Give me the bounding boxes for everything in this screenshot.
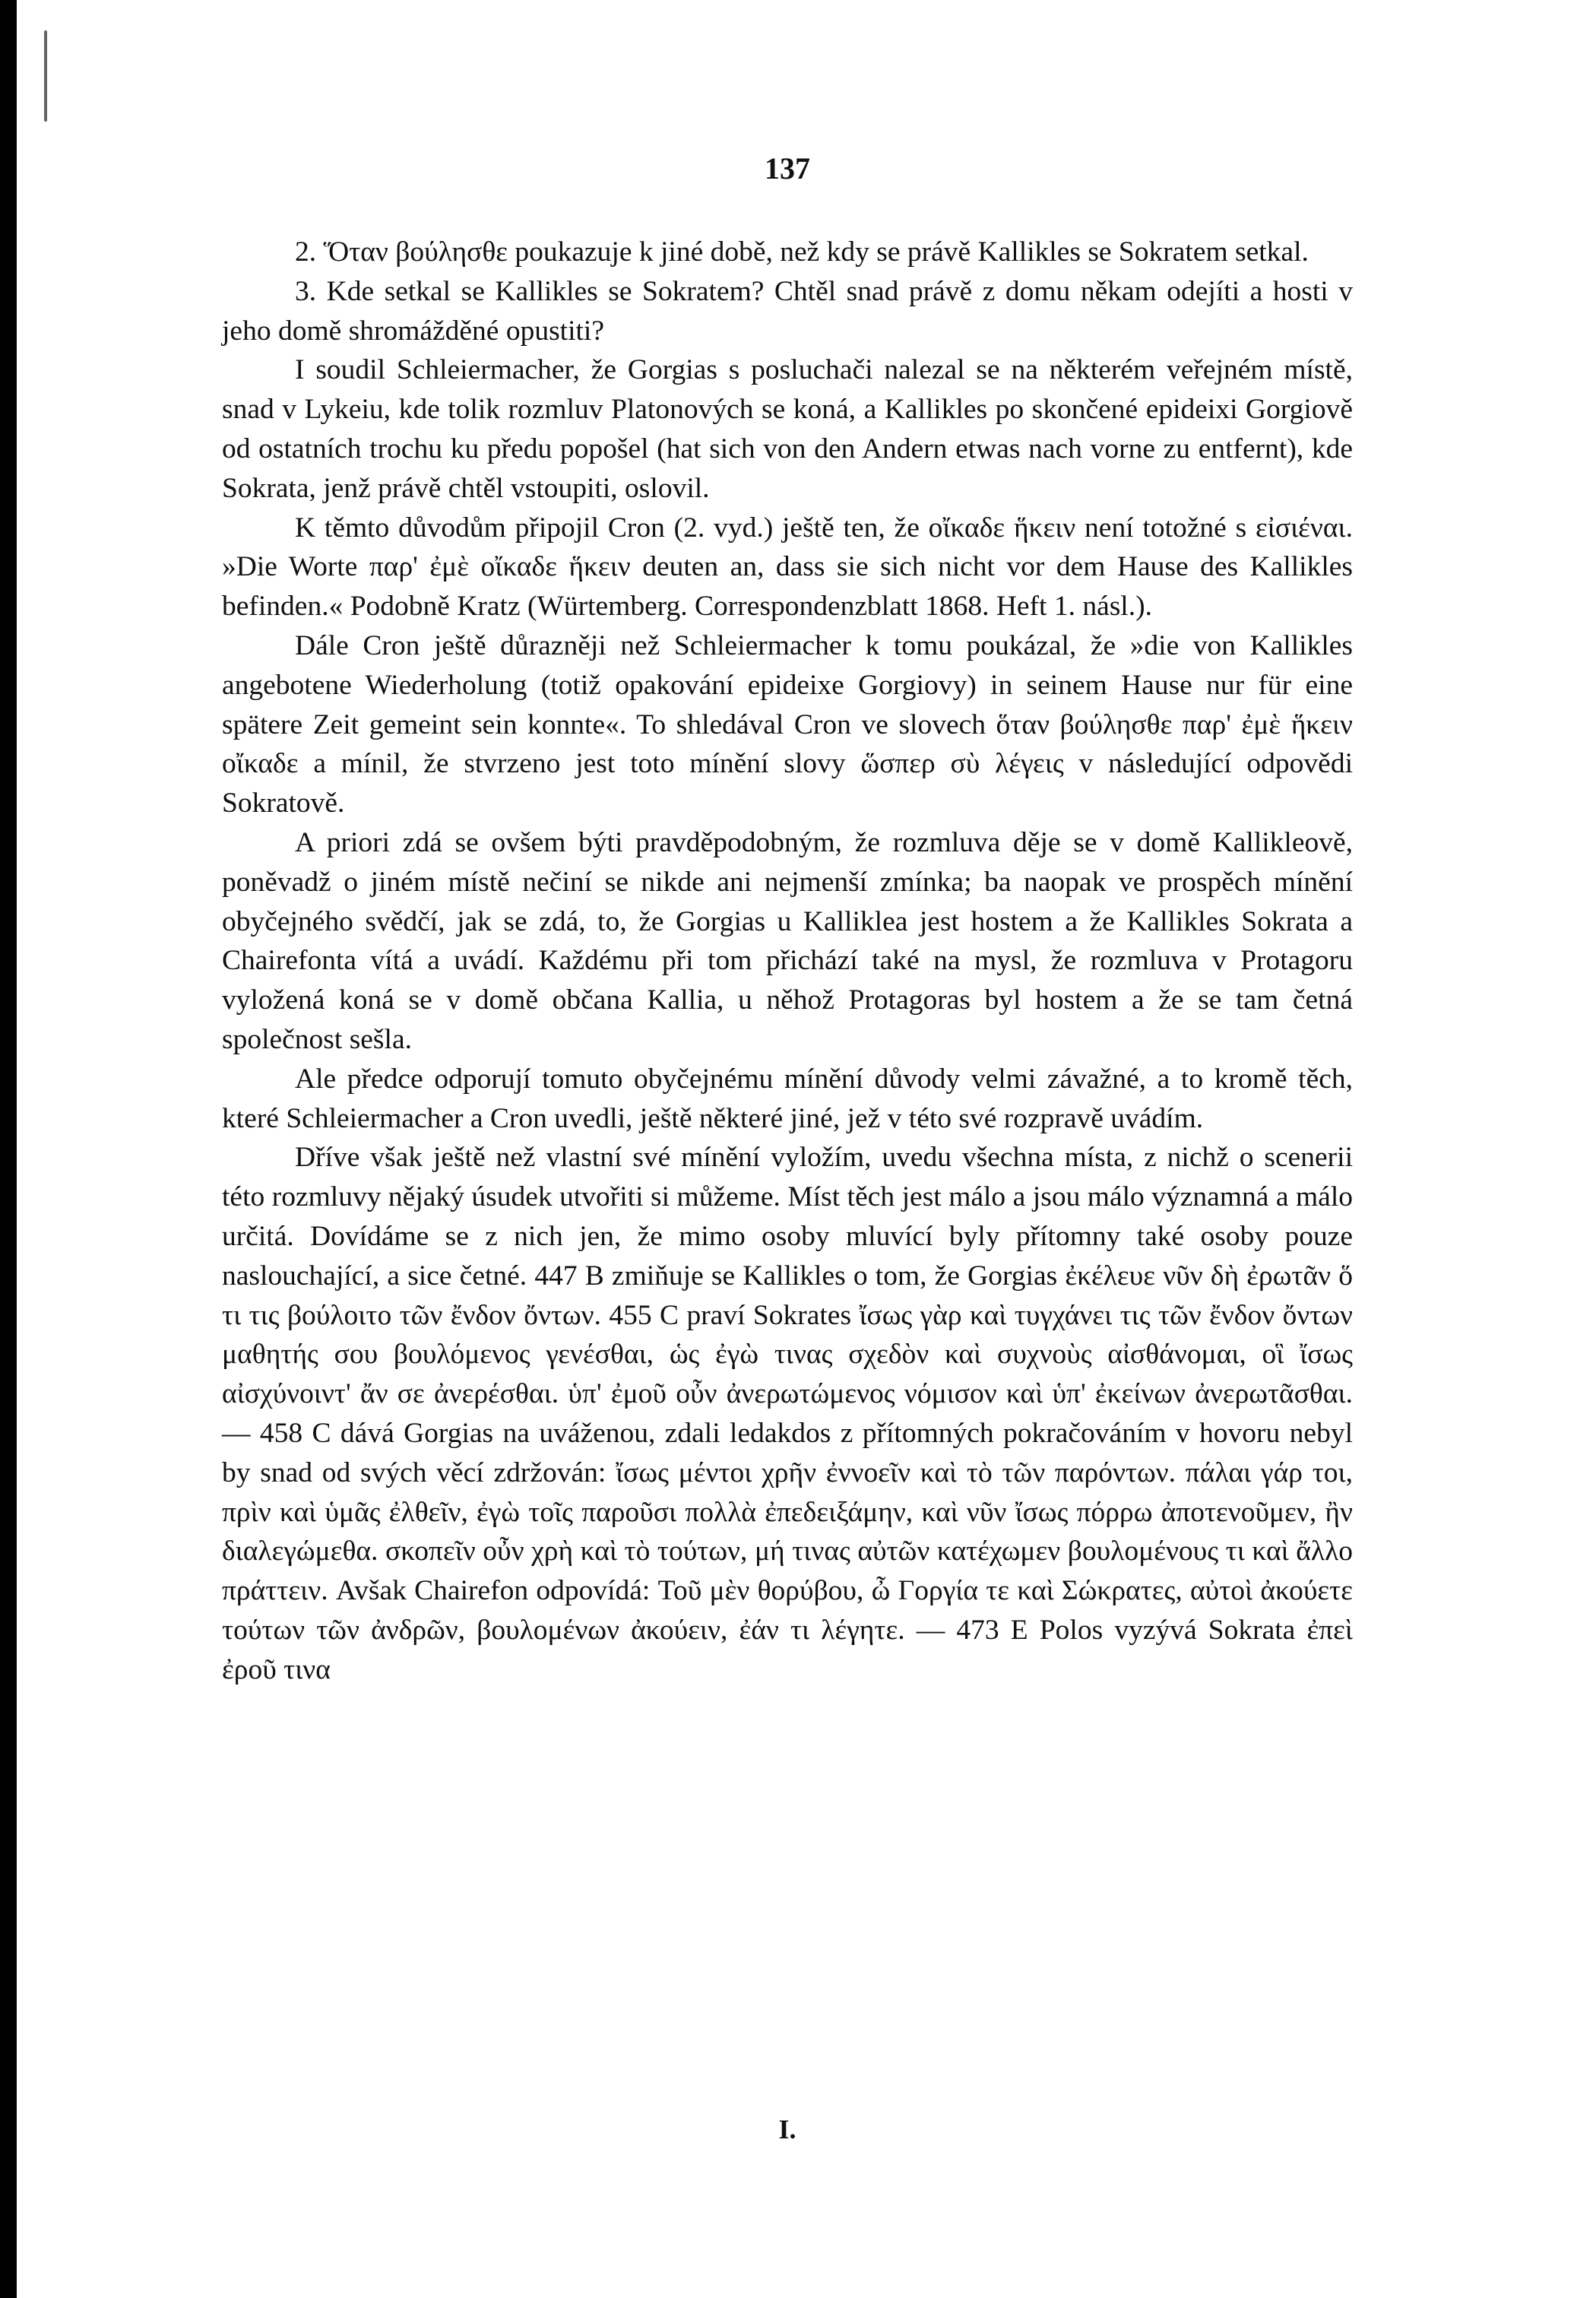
paragraph-3: I soudil Schleiermacher, že Gorgias s posluchači nalezal se na některém veřejném místě, snad v Lykeiu, kde tolik rozmluv Platonových se koná, a Kallikles po skončené epideixi Gorgiově od ostatních trochu ku předu popošel (hat sich von den Andern etwas nach vorne zu entfernt), kde Sokrata, jenž právě chtěl vstoupiti, oslovil. [222, 354, 1353, 504]
paragraph-2: 3. Kde setkal se Kallikles se Sokratem? Chtěl snad právě z domu někam odejíti a hosti v jeho domě shromážděné opustiti? [222, 275, 1353, 347]
signature-mark: I. [778, 2114, 796, 2144]
body-text [222, 233, 1353, 1689]
paragraph-5: Dále Cron ještě důrazněji než Schleiermacher k tomu poukázal, že »die von Kallikles angebotene Wiederholung (totiž opakování epideixe Gorgiovy) in seinem Hause nur für eine spätere Zeit gemeint sein konnte«. To shledával Cron ve slovech ὅταν βούλησθε παρ' ἐμὲ ἥκειν οἴκαδε a mínil, že stvrzeno jest toto mínění slovy ὥσπερ σὺ λέγεις v následující odpovědi Sokratově. [222, 629, 1353, 819]
paragraph-1: 2. Ὅταν βούλησθε poukazuje k jiné době, než kdy se právě Kallikles se Sokratem setkal. [295, 236, 1309, 268]
scan-border [0, 0, 17, 2298]
page-number: 137 [765, 151, 810, 185]
paragraph-8: Dříve však ještě než vlastní své mínění vyložím, uvedu všechna místa, z nichž o scenerii této rozmluvy nějaký úsudek utvořiti si můžeme. Míst těch jest málo a jsou málo významná a málo určitá. Dovídáme se z nich jen, že mimo osoby mluvící byly přítomny také osoby pouze naslouchající, a sice četné. 447 B zmiňuje se Kallikles o tom, že Gorgias ἐκέλευε νῦν δὴ ἐρωτᾶν ὅ τι τις βούλοιτο τῶν ἔνδον ὄντων. 455 C praví Sokrates ἴσως γὰρ καὶ τυγχάνει τις τῶν ἔνδον ὄντων μαθητής σου βουλόμενος γενέσθαι, ὡς ἐγὼ τινας σχεδὸν καὶ συχνοὺς αἰσθάνομαι, οἳ ἴσως αἰσχύνοιντ' ἄν σε ἀνερέσθαι. ὑπ' ἐμοῦ οὖν ἀνερωτώμενος νόμισον καὶ ὑπ' ἐκείνων ἀνερωτᾶσθαι. — 458 C dává Gorgias na uváženou, zdali ledakdos z přítomných pokračováním v hovoru nebyl by snad od svých věcí zdržován: ἴσως μέντοι χρῆν ἐννοεῖν καὶ τὸ τῶν παρόντων. πάλαι γάρ τοι, πρὶν καὶ ὑμᾶς ἐλθεῖν, ἐγὼ τοῖς παροῦσι πολλὰ ἐπεδειξάμην, καὶ νῦν ἴσως πόρρω ἀποτενοῦμεν, ἢν διαλεγώμεθα. σκοπεῖν οὖν χρὴ καὶ τὸ τούτων, μή τινας αὐτῶν κατέχωμεν βουλομένους τι καὶ ἄλλο πράττειν. Avšak Chairefon odpovídá: Τοῦ μὲν θορύβου, ὦ Γοργία τε καὶ Σώκρατες, αὐτοὶ ἀκούετε τούτων τῶν ἀνδρῶν, βουλομένων ἀκούειν, ἐάν τι λέγητε. — 473 E Polos vyzývá Sokrata ἐπεὶ ἐροῦ τινα [222, 1142, 1353, 1685]
paragraph-4: K těmto důvodům připojil Cron (2. vyd.) ještě ten, že οἴκαδε ἥκειν není totožné s εἰσιέναι. »Die Worte παρ' ἐμὲ οἴκαδε ἥκειν deuten an, dass sie sich nicht vor dem Hause des Kallikles befinden.« Podobně Kratz (Würtemberg. Correspondenzblatt 1868. Heft 1. násl.). [222, 512, 1353, 623]
paragraph-6: A priori zdá se ovšem býti pravděpodobným, že rozmluva děje se v domě Kallikleově, poněvadž o jiném místě nečiní se nikde ani nejmenší zmínka; ba naopak ve prospěch mínění obyčejného svědčí, jak se zdá, to, že Gorgias u Kalliklea jest hostem a že Kallikles Sokrata a Chairefonta vítá a uvádí. Každému při tom přichází také na mysl, že rozmluva v Protagoru vyložená koná se v domě občana Kallia, u něhož Protagoras byl hostem a že se tam četná společnost sešla. [222, 826, 1353, 1055]
paragraph-7: Ale předce odporují tomuto obyčejnému mínění důvody velmi závažné, a to kromě těch, které Schleiermacher a Cron uvedli, ještě některé jiné, jež v této své rozpravě uvádím. [222, 1063, 1353, 1134]
scan-artifact [44, 30, 47, 122]
